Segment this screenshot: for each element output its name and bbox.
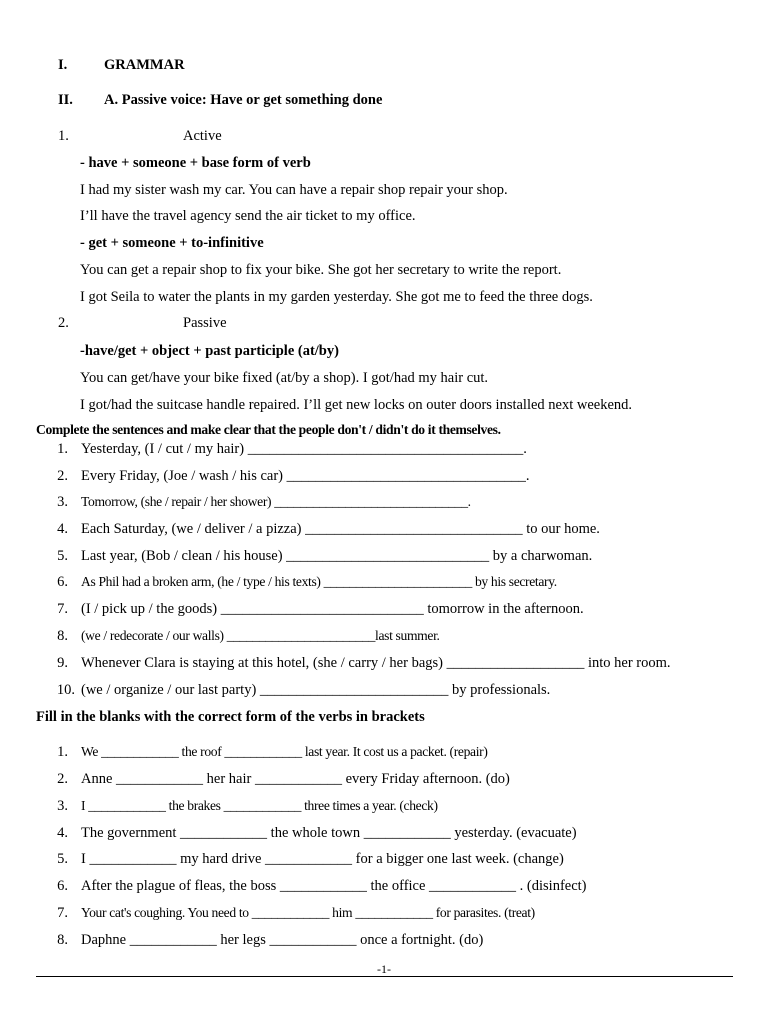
passive-number: 2. — [58, 315, 69, 331]
exercise2-item-text: I ____________ my hard drive ____________ for a bigger one last week. (change) — [81, 851, 564, 867]
heading-number-1: I. — [58, 57, 68, 73]
active-example-2: I’ll have the travel agency send the air ticket to my office. — [80, 208, 416, 224]
exercise2-item-number: 8. — [57, 932, 68, 948]
exercise2-item-number: 1. — [57, 744, 68, 760]
heading-number-2: II. — [58, 92, 73, 108]
exercise1-item-text: As Phil had a broken arm, (he / type / his texts) _______________________ by his secretary. — [81, 574, 557, 589]
exercise1-item-number: 8. — [57, 628, 68, 644]
active-example-1: I had my sister wash my car. You can have a repair shop repair your shop. — [80, 182, 508, 198]
exercise1-item-text: Each Saturday, (we / deliver / a pizza) ______________________________ to our home. — [81, 521, 600, 537]
exercise2-item-number: 3. — [57, 798, 68, 814]
exercise2-item-text: Your cat's coughing. You need to ____________ him ____________ for parasites. (treat) — [81, 905, 535, 920]
exercise2-item-text: I ____________ the brakes ____________ three times a year. (check) — [81, 798, 438, 813]
passive-label: Passive — [183, 315, 227, 331]
active-example-4: I got Seila to water the plants in my garden yesterday. She got me to feed the three dogs. — [80, 289, 593, 305]
exercise1-item-number: 5. — [57, 548, 68, 564]
exercise1-item-text: Yesterday, (I / cut / my hair) ______________________________________. — [81, 441, 527, 457]
exercise2-instruction: Fill in the blanks with the correct form of the verbs in brackets — [36, 709, 425, 725]
exercise2-item-number: 2. — [57, 771, 68, 787]
passive-rule: -have/get + object + past participle (at/by) — [80, 343, 339, 359]
footer-divider — [36, 976, 733, 977]
page-number: -1- — [377, 962, 391, 976]
exercise1-item-text: (we / redecorate / our walls) _______________________last summer. — [81, 628, 440, 643]
active-example-3: You can get a repair shop to fix your bike. She got her secretary to write the report. — [80, 262, 562, 278]
exercise2-item-text: We ____________ the roof ____________ last year. It cost us a packet. (repair) — [81, 744, 488, 759]
exercise1-item-text: Every Friday, (Joe / wash / his car) _________________________________. — [81, 468, 530, 484]
passive-example-2: I got/had the suitcase handle repaired. I’ll get new locks on outer doors installed next weekend. — [80, 397, 633, 413]
exercise1-item-number: 1. — [57, 441, 68, 457]
exercise2-item-text: After the plague of fleas, the boss ____________ the office ____________ . (disinfect) — [81, 878, 587, 894]
exercise2-item-number: 4. — [57, 825, 68, 841]
exercise1-item-text: Whenever Clara is staying at this hotel, (she / carry / her bags) ___________________ into her room. — [81, 655, 671, 671]
exercise1-item-number: 6. — [57, 574, 68, 590]
exercise2-item-number: 5. — [57, 851, 68, 867]
heading-grammar: GRAMMAR — [104, 57, 185, 73]
exercise1-item-number: 7. — [57, 601, 68, 617]
passive-example-1: You can get/have your bike fixed (at/by a shop). I got/had my hair cut. — [80, 370, 489, 386]
exercise1-instruction: Complete the sentences and make clear that the people don't / didn't do it themselves. — [36, 422, 501, 437]
exercise1-item-text: Last year, (Bob / clean / his house) ____________________________ by a charwoman. — [81, 548, 593, 564]
exercise2-item-text: Daphne ____________ her legs ____________ once a fortnight. (do) — [81, 932, 484, 948]
exercise2-item-number: 6. — [57, 878, 68, 894]
exercise1-item-text: Tomorrow, (she / repair / her shower) ______________________________. — [81, 494, 471, 509]
exercise1-item-number: 9. — [57, 655, 68, 671]
active-label: Active — [183, 128, 222, 144]
active-rule-have: - have + someone + base form of verb — [80, 155, 311, 171]
exercise1-item-number: 4. — [57, 521, 68, 537]
exercise1-item-number: 3. — [57, 494, 68, 510]
exercise1-item-text: (I / pick up / the goods) ____________________________ tomorrow in the afternoon. — [81, 601, 584, 617]
exercise2-item-text: The government ____________ the whole town ____________ yesterday. (evacuate) — [81, 825, 577, 841]
exercise1-item-text: (we / organize / our last party) __________________________ by professionals. — [81, 682, 551, 698]
exercise1-item-number: 2. — [57, 468, 68, 484]
active-number: 1. — [58, 128, 69, 144]
active-rule-get: - get + someone + to-infinitive — [80, 235, 264, 251]
heading-passive-voice: A. Passive voice: Have or get something done — [104, 92, 383, 108]
exercise2-item-text: Anne ____________ her hair ____________ every Friday afternoon. (do) — [81, 771, 510, 787]
exercise2-item-number: 7. — [57, 905, 68, 921]
exercise1-item-number: 10. — [56, 682, 75, 698]
